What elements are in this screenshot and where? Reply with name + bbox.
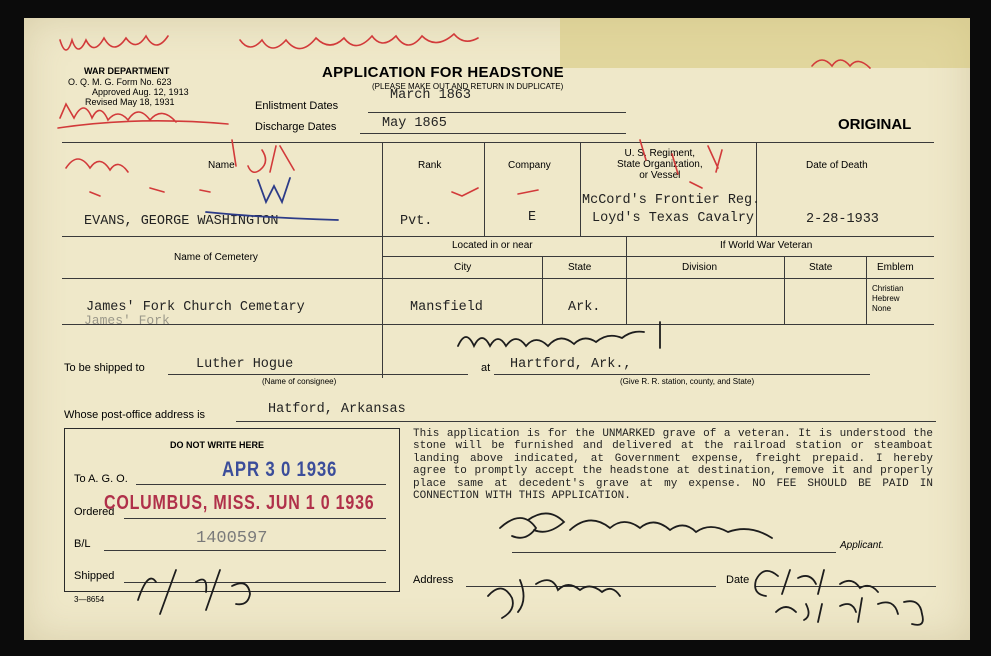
cemetery-state: Ark. [568, 300, 601, 315]
cemetery-city: Mansfield [410, 300, 483, 315]
at-label: at [481, 362, 491, 374]
ww-state-label: State [809, 262, 833, 273]
veteran-regiment-line1: McCord's Frontier Reg. [582, 193, 761, 208]
post-office-value: Hatford, Arkansas [268, 402, 406, 417]
station-value: Hartford, Ark., [510, 357, 632, 372]
city-label: City [454, 262, 472, 273]
blue-pencil-w [206, 178, 338, 220]
veteran-date-of-death: 2-28-1933 [806, 212, 879, 227]
company-col-label: Company [508, 160, 551, 171]
received-stamp: APR 3 0 1936 [222, 458, 338, 481]
copy-label: ORIGINAL [838, 116, 912, 133]
located-label: Located in or near [452, 240, 533, 251]
form-number: O. Q. M. G. Form No. 623 [68, 77, 172, 87]
discharge-value: May 1865 [382, 116, 447, 131]
shipped-label: Shipped [74, 570, 115, 582]
bl-label: B/L [74, 538, 91, 550]
revised-date: Revised May 18, 1931 [85, 97, 175, 107]
death-col-label: Date of Death [806, 160, 868, 171]
office-box-title: DO NOT WRITE HERE [170, 440, 264, 450]
ww-label: If World War Veteran [720, 240, 813, 251]
cemetery-name: James' Fork Church Cemetary [86, 300, 305, 315]
ordered-stamp: COLUMBUS, MISS. JUN 1 0 1936 [104, 492, 375, 514]
post-office-label: Whose post-office address is [64, 409, 206, 421]
name-col-label: Name [208, 160, 235, 171]
veteran-company: E [528, 210, 537, 225]
consignee-caption: (Name of consignee) [262, 377, 337, 386]
veteran-regiment-line2: Loyd's Texas Cavalry [592, 211, 755, 226]
form-subtitle: (PLEASE MAKE OUT AND RETURN IN DUPLICATE) [372, 82, 564, 91]
red-pencil-annotations [58, 34, 870, 196]
state-label: State [568, 262, 592, 273]
form-title: APPLICATION FOR HEADSTONE [322, 64, 564, 81]
discharge-label: Discharge Dates [255, 121, 337, 133]
rank-col-label: Rank [418, 160, 442, 171]
enlistment-value: March 1863 [390, 88, 472, 103]
veteran-name: EVANS, GEORGE WASHINGTON [84, 214, 279, 229]
regiment-col-label: U. S. Regiment, State Organization, or Vessel [617, 148, 703, 181]
cemetery-name-ghost: James' Fork [84, 313, 170, 328]
bl-number: 1400597 [196, 529, 268, 548]
address-label: Address [413, 574, 454, 586]
division-label: Division [682, 262, 718, 273]
ship-to-label: To be shipped to [64, 362, 145, 374]
ordered-label: Ordered [74, 506, 115, 518]
applicant-label: Applicant. [840, 540, 884, 551]
emblem-option-none: None [872, 304, 892, 313]
signature-strokes [138, 322, 923, 625]
department: WAR DEPARTMENT [84, 66, 170, 76]
cemetery-name-label: Name of Cemetery [174, 252, 258, 263]
emblem-option-christian: Christian [872, 284, 904, 293]
approved-date: Approved Aug. 12, 1913 [92, 87, 189, 97]
emblem-label: Emblem [877, 262, 914, 273]
emblem-option-hebrew: Hebrew [872, 294, 900, 303]
statement-paragraph: This application is for the UNMARKED grave of a veteran. It is understood the stone will be furnished and delivered at the railroad station or steamboat landing above indicated, at Government expense, freight prepaid. I hereby agree to promptly accept the headstone at destination, remove it and properly place same at decedent's grave at my expense. NO FEE SHOULD BE PAID IN CONNECTION WITH THIS APPLICATION. [413, 428, 933, 503]
to-ago-label: To A. G. O. [74, 473, 128, 485]
date-label: Date [726, 574, 750, 586]
enlistment-label: Enlistment Dates [255, 100, 339, 112]
station-caption: (Give R. R. station, county, and State) [620, 377, 755, 386]
consignee-value: Luther Hogue [196, 357, 294, 372]
veteran-rank: Pvt. [400, 214, 433, 229]
form-code: 3—8654 [74, 595, 105, 604]
